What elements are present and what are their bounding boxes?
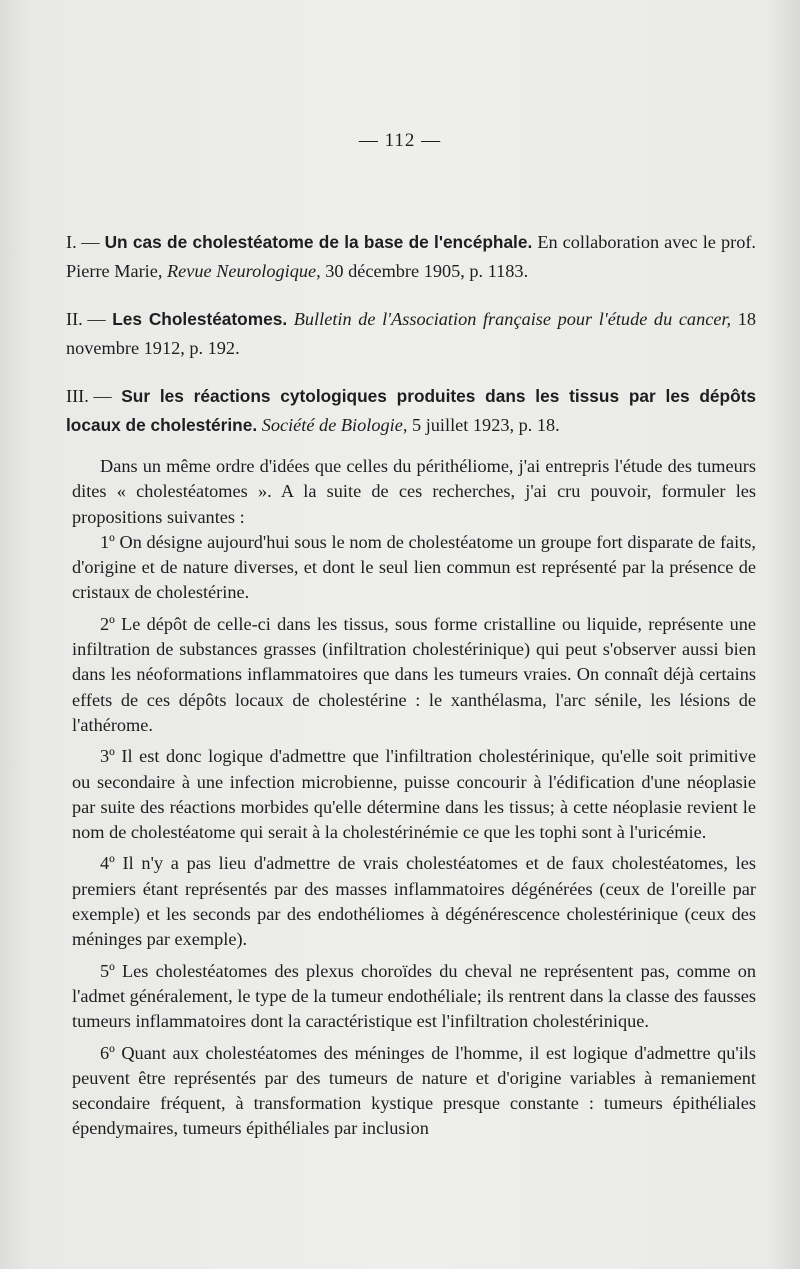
reference-journal: Revue Neurologique, [167, 261, 321, 281]
reference-list [66, 228, 756, 459]
reference-item [66, 228, 756, 286]
reference-title: Sur les réactions cytologiques produites dans les tissus par les dépôts locaux de cholestérine. [66, 386, 756, 435]
paragraph-intro: Dans un même ordre d'idées que celles du périthéliome, j'ai entrepris l'étude des tumeurs dites « cholestéatomes ». A la suite de ces recherches, j'ai cru pouvoir, formuler les propositions suivantes : [72, 456, 756, 527]
paragraph-proposition-6: 6º Quant aux cholestéatomes des méninges de l'homme, il est logique d'admettre qu'ils peuvent être représentés par des tumeurs de nature et d'origine variables à remaniement secondaire fréquent, à transformation kystique presque constante : tumeurs épithéliales épendymaires, tumeurs épithéliales par inclusion [72, 1042, 756, 1139]
reference-date: 5 juillet 1923, p. 18. [407, 415, 560, 435]
reference-text: En collaboration avec le prof. Pierre Marie, [66, 232, 756, 281]
paragraph-proposition-1: 1º On désigne aujourd'hui sous le nom de cholestéatome un groupe fort disparate de faits, d'origine et de nature diverses, et dont le seul lien commun est représenté par la présence de cristaux de cholestérine. [72, 531, 756, 603]
paragraph-proposition-4: 4º Il n'y a pas lieu d'admettre de vrais cholestéatomes et de faux cholestéatomes, les premiers étant représentés par des masses inflammatoires dégénérées (ceux de l'oreille par exemple) et les seconds par des endothéliomes à dégénérescence cholestérinique (ceux des méninges par exemple). [72, 853, 756, 950]
paragraph-proposition-5: 5º Les cholestéatomes des plexus choroïdes du cheval ne représentent pas, comme on l'admet généralement, le type de la tumeur endothéliale; ils rentrent dans la classe des fausses tumeurs inflammatoires dont la caractéristique est l'infiltration cholestérinique. [72, 960, 756, 1032]
reference-journal: Bulletin de l'Association française pour l'étude du cancer, [293, 309, 732, 329]
reference-title: Un cas de cholestéatome de la base de l'encéphale. [104, 232, 533, 252]
reference-text [287, 309, 294, 329]
reference-number: III. — [66, 386, 112, 406]
page-number: — 112 — [358, 130, 442, 151]
paragraph-proposition-2: 2º Le dépôt de celle-ci dans les tissus, sous forme cristalline ou liquide, représente une infiltration de substances grasses (infiltration cholestérinique) qui peut s'observer aussi bien dans les néoformations inflammatoires que dans les tumeurs vraies. On connaît déjà certains effets de ces dépôts locaux de cholestérine : le xanthélasma, l'arc sénile, les lésions de l'athérome. [72, 613, 756, 735]
reference-item [66, 305, 756, 363]
body-text [72, 454, 756, 1142]
paragraph-proposition-3: 3º Il est donc logique d'admettre que l'infiltration cholestérinique, qu'elle soit primitive ou secondaire à une infection microbienne, puisse concourir à l'édification d'une néoplasie par suite des réactions morbides qu'elle détermine dans les tissus; à cette néoplasie revient le nom de cholestéatome qui serait à la cholestérinémie ce que les tophi sont à l'uricémie. [72, 746, 756, 843]
reference-title: Les Cholestéatomes. [112, 309, 288, 329]
reference-journal: Société de Biologie, [261, 415, 408, 435]
reference-date: 18 novembre 1912, p. 192. [66, 309, 756, 358]
reference-item [66, 382, 756, 440]
reference-number: II. — [66, 309, 106, 329]
reference-number: I. — [66, 232, 100, 252]
reference-date: 30 décembre 1905, p. 1183. [320, 261, 529, 281]
